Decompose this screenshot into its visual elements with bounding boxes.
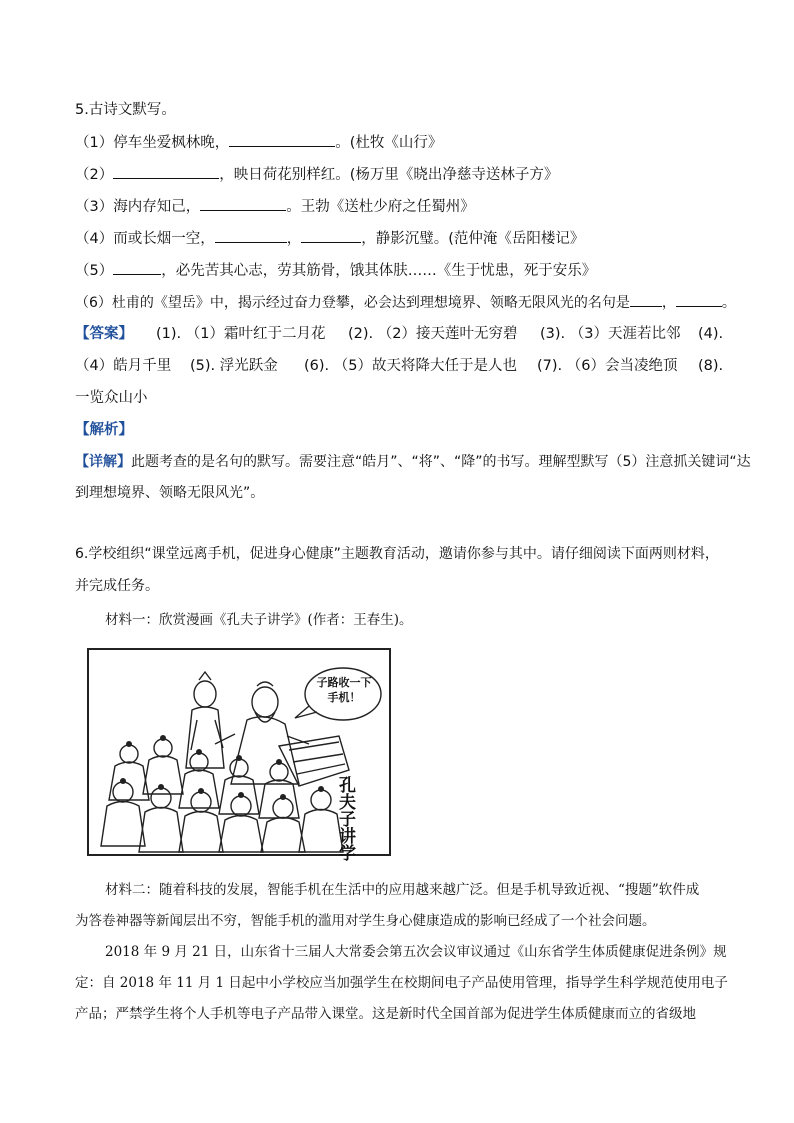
- detail-tag: 【详解】: [75, 454, 131, 470]
- q5-item-4: [75, 228, 584, 249]
- answer-2: (2). （2）接天莲叶无穷碧: [348, 326, 518, 342]
- q5-item-5: [75, 260, 596, 281]
- q5-item-3: [75, 196, 475, 217]
- q5-item-4-mid: ，: [286, 231, 302, 247]
- detail-line-2: 到理想境界、领略无限风光”。: [75, 485, 265, 501]
- q5-item-6-post: 。: [721, 295, 736, 311]
- cartoon-speech-bubble: 子路收一下手机！: [316, 676, 372, 704]
- q5-item-6-pre: （6）杜甫的《望岳》中，揭示经过奋力登攀，必会达到理想境界、领略无限风光的名句是: [75, 295, 630, 311]
- q5-item-4-post: ，静影沉璧。(范仲淹《岳阳楼记》: [361, 231, 585, 247]
- answer-8: 一览众山小: [75, 390, 148, 406]
- answer-blank[interactable]: [200, 196, 286, 211]
- answer-3: (3). （3）天涯若比邻: [540, 326, 681, 342]
- answer-blank[interactable]: [113, 164, 219, 179]
- q5-item-6-mid: ，: [661, 295, 676, 311]
- material-1: 材料一：欣赏漫画《孔夫子讲学》(作者：王春生)。: [105, 612, 413, 628]
- answer-blank[interactable]: [229, 132, 335, 147]
- q6-line-2: 并完成任务。: [75, 578, 159, 594]
- material-2-line-3: 2018 年 9 月 21 日，山东省十三届人大常委会第五次会议审议通过《山东省学生体质健康促进条例》规: [105, 944, 727, 960]
- q5-item-1-pre: （1）停车坐爱枫林晚，: [75, 135, 230, 151]
- answer-tag: 【答案】: [75, 326, 133, 342]
- answer-blank[interactable]: [630, 292, 662, 307]
- q5-item-2: [75, 164, 558, 185]
- answer-1: (1). （1）霜叶红于二月花: [156, 326, 326, 342]
- q5-item-5-pre: （5）: [75, 263, 114, 279]
- material-2-line-1: 材料二：随着科技的发展，智能手机在生活中的应用越来越广泛。但是手机导致近视、“搜题”软件成: [105, 882, 700, 898]
- q5-item-6: [75, 292, 736, 313]
- answer-blank[interactable]: [676, 292, 722, 307]
- answer-blank[interactable]: [215, 228, 287, 243]
- q5-item-2-post: ，映日荷花别样红。(杨万里《晓出净慈寺送林子方》: [219, 167, 559, 183]
- answer-blank[interactable]: [113, 260, 161, 275]
- q5-item-1: [75, 132, 442, 153]
- q6-line-1: 6.学校组织“课堂远离手机，促进身心健康”主题教育活动，邀请你参与其中。请仔细阅读下面两则材料，: [75, 546, 719, 562]
- q5-item-1-post: 。(杜牧《山行》: [335, 135, 443, 151]
- answer-8-index: (8).: [698, 358, 724, 374]
- q5-item-2-pre: （2）: [75, 167, 114, 183]
- cartoon-title: 孔夫子讲学: [335, 776, 355, 861]
- q5-title: 5.古诗文默写。: [75, 102, 176, 118]
- material-2-line-5: 产品；严禁学生将个人手机等电子产品带入课堂。这是新时代全国首部为促进学生体质健康而立的省级地: [75, 1006, 696, 1022]
- detail-line-1: [75, 452, 751, 472]
- q5-item-5-post: ，必先苦其心志，劳其筋骨，饿其体肤……《生于忧患，死于安乐》: [161, 263, 597, 279]
- material-2-line-4: 定：自 2018 年 11 月 1 日起中小学校应当加强学生在校期间电子产品使用管理，指导学生科学规范使用电子: [75, 975, 728, 991]
- answer-5: (5). 浮光跃金: [190, 358, 278, 374]
- answer-4: （4）皓月千里: [75, 358, 172, 374]
- answer-6: (6). （5）故天将降大任于是人也: [304, 358, 517, 374]
- material-2-line-2: 为答卷神器等新闻层出不穷，智能手机的滥用对学生身心健康造成的影响已经成了一个社会问题。: [75, 913, 656, 929]
- q5-item-3-post: 。王勃《送杜少府之任蜀州》: [286, 199, 475, 215]
- answer-4-index: (4).: [698, 326, 724, 342]
- detail-text-1: 此题考查的是名句的默写。需要注意“皓月”、“将”、“降”的书写。理解型默写（5）注意抓关键词“达: [131, 454, 751, 470]
- q5-item-3-pre: （3）海内存知己，: [75, 199, 201, 215]
- answer-blank[interactable]: [301, 228, 361, 243]
- q5-item-4-pre: （4）而或长烟一空，: [75, 231, 215, 247]
- answer-7: (7). （6）会当凌绝顶: [537, 358, 678, 374]
- analysis-tag: 【解析】: [75, 422, 133, 438]
